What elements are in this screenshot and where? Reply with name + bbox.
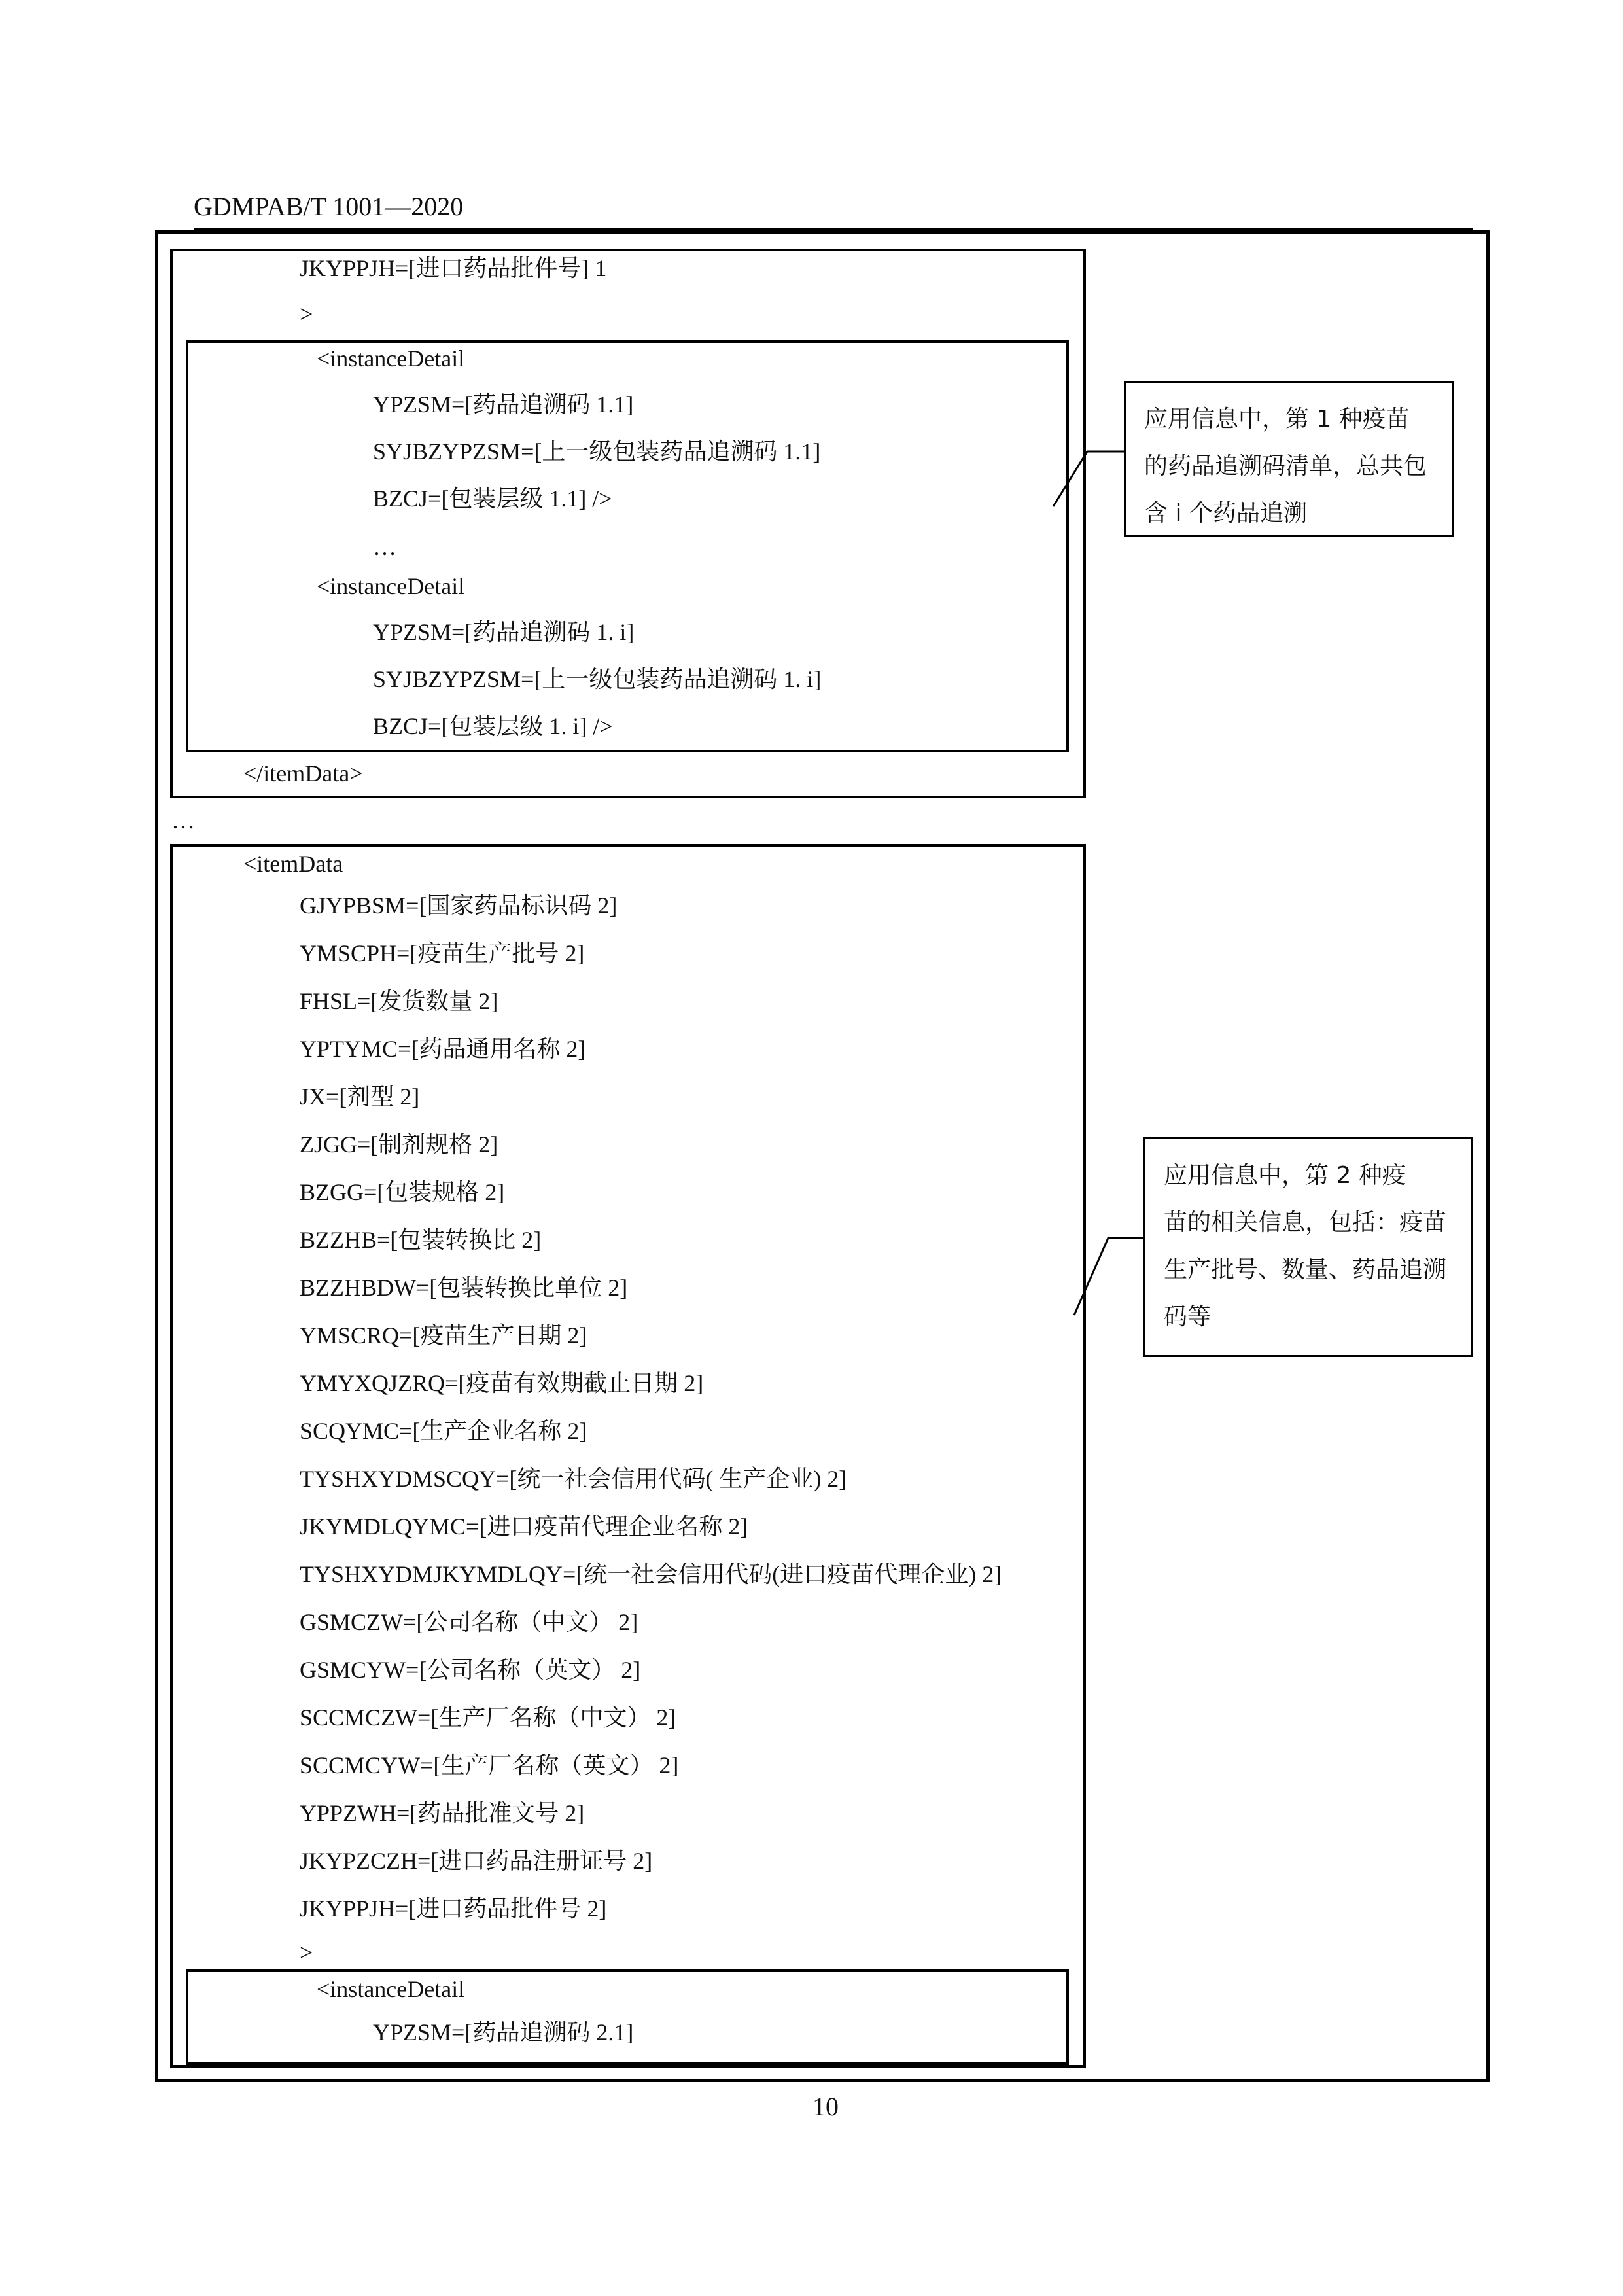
code-line: GJYPBSM=[国家药品标识码 2] xyxy=(300,892,618,919)
note-line: 的药品追溯码清单，总共包 xyxy=(1144,453,1427,480)
code-line: GSMCZW=[公司名称（中文） 2] xyxy=(300,1609,638,1635)
code-line: TYSHXYDMSCQY=[统一社会信用代码( 生产企业) 2] xyxy=(300,1466,847,1492)
note-line: 码等 xyxy=(1164,1303,1212,1330)
code-line: YMSCRQ=[疫苗生产日期 2] xyxy=(300,1322,587,1349)
ellipsis: … xyxy=(171,807,195,834)
note-line: 应用信息中，第 1 种疫苗 xyxy=(1144,406,1410,433)
code-line: FHSL=[发货数量 2] xyxy=(300,988,498,1014)
code-line: SCQYMC=[生产企业名称 2] xyxy=(300,1418,587,1444)
code-line: </itemData> xyxy=(243,760,363,786)
code-line: SYJBZYPZSM=[上一级包装药品追溯码 1.1] xyxy=(373,438,821,465)
code-line: YPZSM=[药品追溯码 2.1] xyxy=(373,2019,634,2045)
code-line: YMYXQJZRQ=[疫苗有效期截止日期 2] xyxy=(300,1370,704,1396)
code-line: > xyxy=(300,301,313,327)
code-line: JX=[剂型 2] xyxy=(300,1084,420,1110)
code-line: > xyxy=(300,1939,313,1966)
code-line: GSMCYW=[公司名称（英文） 2] xyxy=(300,1657,641,1683)
code-line: BZZHB=[包装转换比 2] xyxy=(300,1227,542,1253)
code-line: YPZSM=[药品追溯码 1.1] xyxy=(373,391,634,417)
code-line: YMSCPH=[疫苗生产批号 2] xyxy=(300,940,585,966)
code-line: YPPZWH=[药品批准文号 2] xyxy=(300,1800,585,1826)
code-line: TYSHXYDMJKYMDLQY=[统一社会信用代码(进口疫苗代理企业) 2] xyxy=(300,1561,1002,1587)
page-number: 10 xyxy=(812,2092,839,2121)
code-line: SCCMCZW=[生产厂名称（中文） 2] xyxy=(300,1704,676,1731)
code-line: … xyxy=(373,534,396,560)
code-line: <instanceDetail xyxy=(317,573,465,599)
leader-line-2 xyxy=(1074,1238,1143,1315)
code-line: JKYPPJH=[进口药品批件号] 1 xyxy=(300,255,607,281)
code-line: SCCMCYW=[生产厂名称（英文） 2] xyxy=(300,1752,679,1778)
code-line: JKYMDLQYMC=[进口疫苗代理企业名称 2] xyxy=(300,1513,748,1540)
code-line: JKYPZCZH=[进口药品注册证号 2] xyxy=(300,1848,653,1874)
code-line: YPZSM=[药品追溯码 1. i] xyxy=(373,619,635,645)
code-line: BZZHBDW=[包装转换比单位 2] xyxy=(300,1275,628,1301)
code-line: <instanceDetail xyxy=(317,1976,465,2002)
code-line: BZCJ=[包装层级 1. i] /> xyxy=(373,713,613,739)
code-line: BZCJ=[包装层级 1.1] /> xyxy=(373,486,612,512)
code-line: JKYPPJH=[进口药品批件号 2] xyxy=(300,1896,607,1922)
note-line: 生产批号、数量、药品追溯 xyxy=(1164,1256,1447,1283)
note-line: 应用信息中，第 2 种疫 xyxy=(1164,1162,1406,1189)
code-line: <itemData xyxy=(243,851,343,877)
leader-line-1 xyxy=(1053,451,1124,506)
code-line: ZJGG=[制剂规格 2] xyxy=(300,1131,498,1157)
note-line: 苗的相关信息，包括：疫苗 xyxy=(1164,1209,1447,1236)
code-line: <instanceDetail xyxy=(317,345,465,372)
note-line: 含 i 个药品追溯 xyxy=(1144,500,1307,527)
code-line: BZGG=[包装规格 2] xyxy=(300,1179,505,1205)
standard-code-header: GDMPAB/T 1001—2020 xyxy=(194,192,464,221)
code-line: YPTYMC=[药品通用名称 2] xyxy=(300,1036,586,1062)
code-line: SYJBZYPZSM=[上一级包装药品追溯码 1. i] xyxy=(373,666,822,692)
